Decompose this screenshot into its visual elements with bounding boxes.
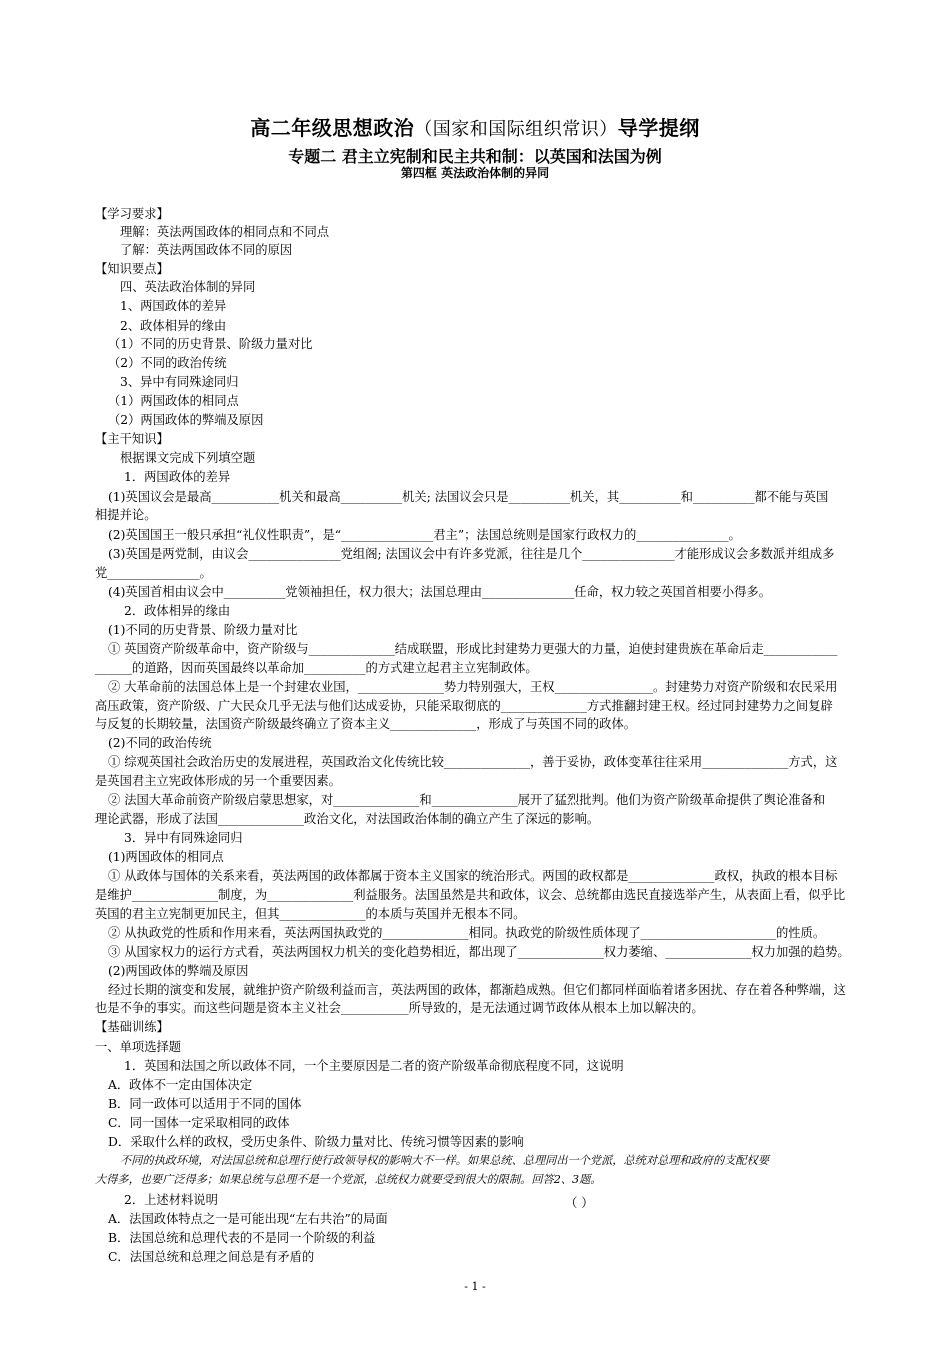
text-line: 【基础训练】 xyxy=(95,1020,169,1034)
text-line: (2)不同的政治传统 xyxy=(108,736,212,750)
text-line: (2)两国政体的弊端及原因 xyxy=(108,964,249,978)
text-line: 英国的君主立宪制更加民主，但其______________的本质与英国并无根本不同。 xyxy=(95,907,526,921)
text-line: （2）两国政体的弊端及原因 xyxy=(108,413,264,427)
text-line: 3、异中有同殊途同归 xyxy=(120,375,239,389)
text-line: B．同一政体可以适用于不同的国体 xyxy=(108,1097,302,1111)
text-line: ② 大革命前的法国总体上是一个封建农业国，______________势力特别强大，王权________________。封建势力对资产阶级和农民采用 xyxy=(108,680,838,694)
text-line: ① 综观英国社会政治历史的发展进程，英国政治文化传统比较______________，善于妥协，政体变革往往采用______________方式，这 xyxy=(108,755,838,769)
document-subtitle: 专题二 君主立宪制和民主共和制：以英国和法国为例 xyxy=(288,147,662,166)
text-line: （1）不同的历史背景、阶级力量对比 xyxy=(108,337,313,351)
text-line: ② 从执政党的性质和作用来看，英法两国执政党的______________相同。执政党的阶级性质体现了______________________的性质。 xyxy=(108,926,826,940)
text-line: (1)英国议会是最高___________机关和最高__________机关; 法国议会只是__________机关，其__________和__________都不能与英国 xyxy=(108,490,829,504)
text-line: 四、英法政治体制的异同 xyxy=(120,280,256,294)
text-line: 【学习要求】 xyxy=(95,207,169,221)
title-main: 高二年级思想政治 xyxy=(250,116,415,140)
text-line: ③ 从国家权力的运行方式看，英法两国权力机关的变化趋势相近，都出现了______________权力萎缩、______________权力加强的趋势。 xyxy=(108,945,850,959)
text-line: 是维护______________制度，为______________利益服务。法国虽然是共和政体，议会、总统都由选民直接选举产生，从表面上看，似乎比 xyxy=(95,888,846,902)
text-line: 3．异中有同殊途同归 xyxy=(124,831,243,845)
text-line: (4)英国首相由议会中__________党领袖担任，权力很大；法国总理由_______________任命，权力较之英国首相要小得多。 xyxy=(108,585,772,599)
text-line: 也是不争的事实。而这些问题是资本主义社会___________所导致的，是无法通过调节政体从根本上加以解决的。 xyxy=(95,1001,704,1015)
text-line: 与反复的长期较量，法国资产阶级最终确立了资本主义______________，形成了与英国不同的政体。 xyxy=(95,717,637,731)
text-line: 是英国君主立宪政体形成的另一个重要因素。 xyxy=(95,774,341,788)
text-line: 相提并论。 xyxy=(95,508,157,522)
text-line: 理解：英法两国政体的相同点和不同点 xyxy=(120,225,330,239)
document-title xyxy=(0,112,950,141)
text-line: 了解：英法两国政体不同的原因 xyxy=(120,243,293,257)
text-line: 经过长期的演变和发展，就维护资产阶级利益而言，英法两国的政体，都渐趋成熟。但它们都同样面临着诸多困扰、存在着各种弊端，这 xyxy=(108,983,846,997)
material-paragraph-line: 不同的执政环境，对法国总统和总理行使行政领导权的影响大不一样。如果总统、总理同出一个党派，总统对总理和政府的支配权要 xyxy=(120,1154,769,1167)
text-line: 【知识要点】 xyxy=(95,262,169,276)
answer-parentheses: （ ） xyxy=(565,1196,594,1210)
text-line: (2)英国国王一般只承担“礼仪性职责”，是“_______________君主”；法国总统则是国家行政权力的_______________。 xyxy=(108,528,741,542)
text-line: 1、两国政体的差异 xyxy=(120,299,227,313)
material-paragraph-line: 大得多，也要广泛得多；如果总统与总理不是一个党派，总统权力就要受到很大的限制。回答2、3题。 xyxy=(95,1173,602,1186)
question-stem: 2．上述材料说明 xyxy=(124,1193,218,1207)
answer-option: B．法国总统和总理代表的不是同一个阶级的利益 xyxy=(108,1231,376,1245)
text-line: 1．英国和法国之所以政体不同，一个主要原因是二者的资产阶级革命彻底程度不同，这说明 xyxy=(124,1059,624,1073)
text-line: C．同一国体一定采取相同的政体 xyxy=(108,1116,290,1130)
text-line: ① 英国资产阶级革命中，资产阶级与______________结成联盟，形成比封建势力更强大的力量，迫使封建贵族在革命后走____________ xyxy=(108,642,838,656)
text-line: 理论武器，形成了法国______________政治文化，对法国政治体制的确立产生了深远的影响。 xyxy=(95,812,600,826)
text-line: 根据课文完成下列填空题 xyxy=(120,451,256,465)
text-line: （1）两国政体的相同点 xyxy=(108,394,239,408)
text-line: （2）不同的政治传统 xyxy=(108,356,227,370)
text-line: 1．两国政体的差异 xyxy=(124,470,231,484)
text-line: ② 法国大革命前资产阶级启蒙思想家，对______________和______________展开了猛烈批判。他们为资产阶级革命提供了舆论准备和 xyxy=(108,793,826,807)
text-line: (1)不同的历史背景、阶级力量对比 xyxy=(108,623,298,637)
title-end: 导学提纲 xyxy=(617,116,700,140)
text-line: (1)两国政体的相同点 xyxy=(108,850,224,864)
text-line: A．政体不一定由国体决定 xyxy=(108,1078,253,1092)
text-line: (3)英国是两党制，由议会_______________党组阁; 法国议会中有许多党派，往往是几个_______________才能形成议会多数派并组成多 xyxy=(108,547,835,561)
text-line: 【主干知识】 xyxy=(95,432,169,446)
page-number: - 1 - xyxy=(464,1280,486,1293)
title-paren: （国家和国际组织常识） xyxy=(414,119,618,140)
text-line: ______的道路，因而英国最终以革命加__________的方式建立起君主立宪制政体。 xyxy=(95,661,538,675)
text-line: D．采取什么样的政权，受历史条件、阶级力量对比、传统习惯等因素的影响 xyxy=(108,1135,524,1149)
text-line: 一、单项选择题 xyxy=(95,1040,182,1054)
text-line: 党_______________。 xyxy=(95,566,212,580)
text-line: 2、政体相异的缘由 xyxy=(120,319,227,333)
text-line: ① 从政体与国体的关系来看，英法两国的政体都属于资本主义国家的统治形式。两国的政权都是______________政权，执政的根本目标 xyxy=(108,869,838,883)
answer-option: C．法国总统和总理之间总是有矛盾的 xyxy=(108,1250,315,1264)
answer-option: A．法国政体特点之一是可能出现“左右共治”的局面 xyxy=(108,1212,388,1226)
section-title: 第四框 英法政治体制的异同 xyxy=(400,166,550,180)
text-line: 2．政体相异的缘由 xyxy=(124,604,231,618)
text-line: 高压政策，资产阶级、广大民众几乎无法与他们达成妥协，只能采取彻底的______________方式推翻封建王权。经过同封建势力之间复辟 xyxy=(95,699,833,713)
